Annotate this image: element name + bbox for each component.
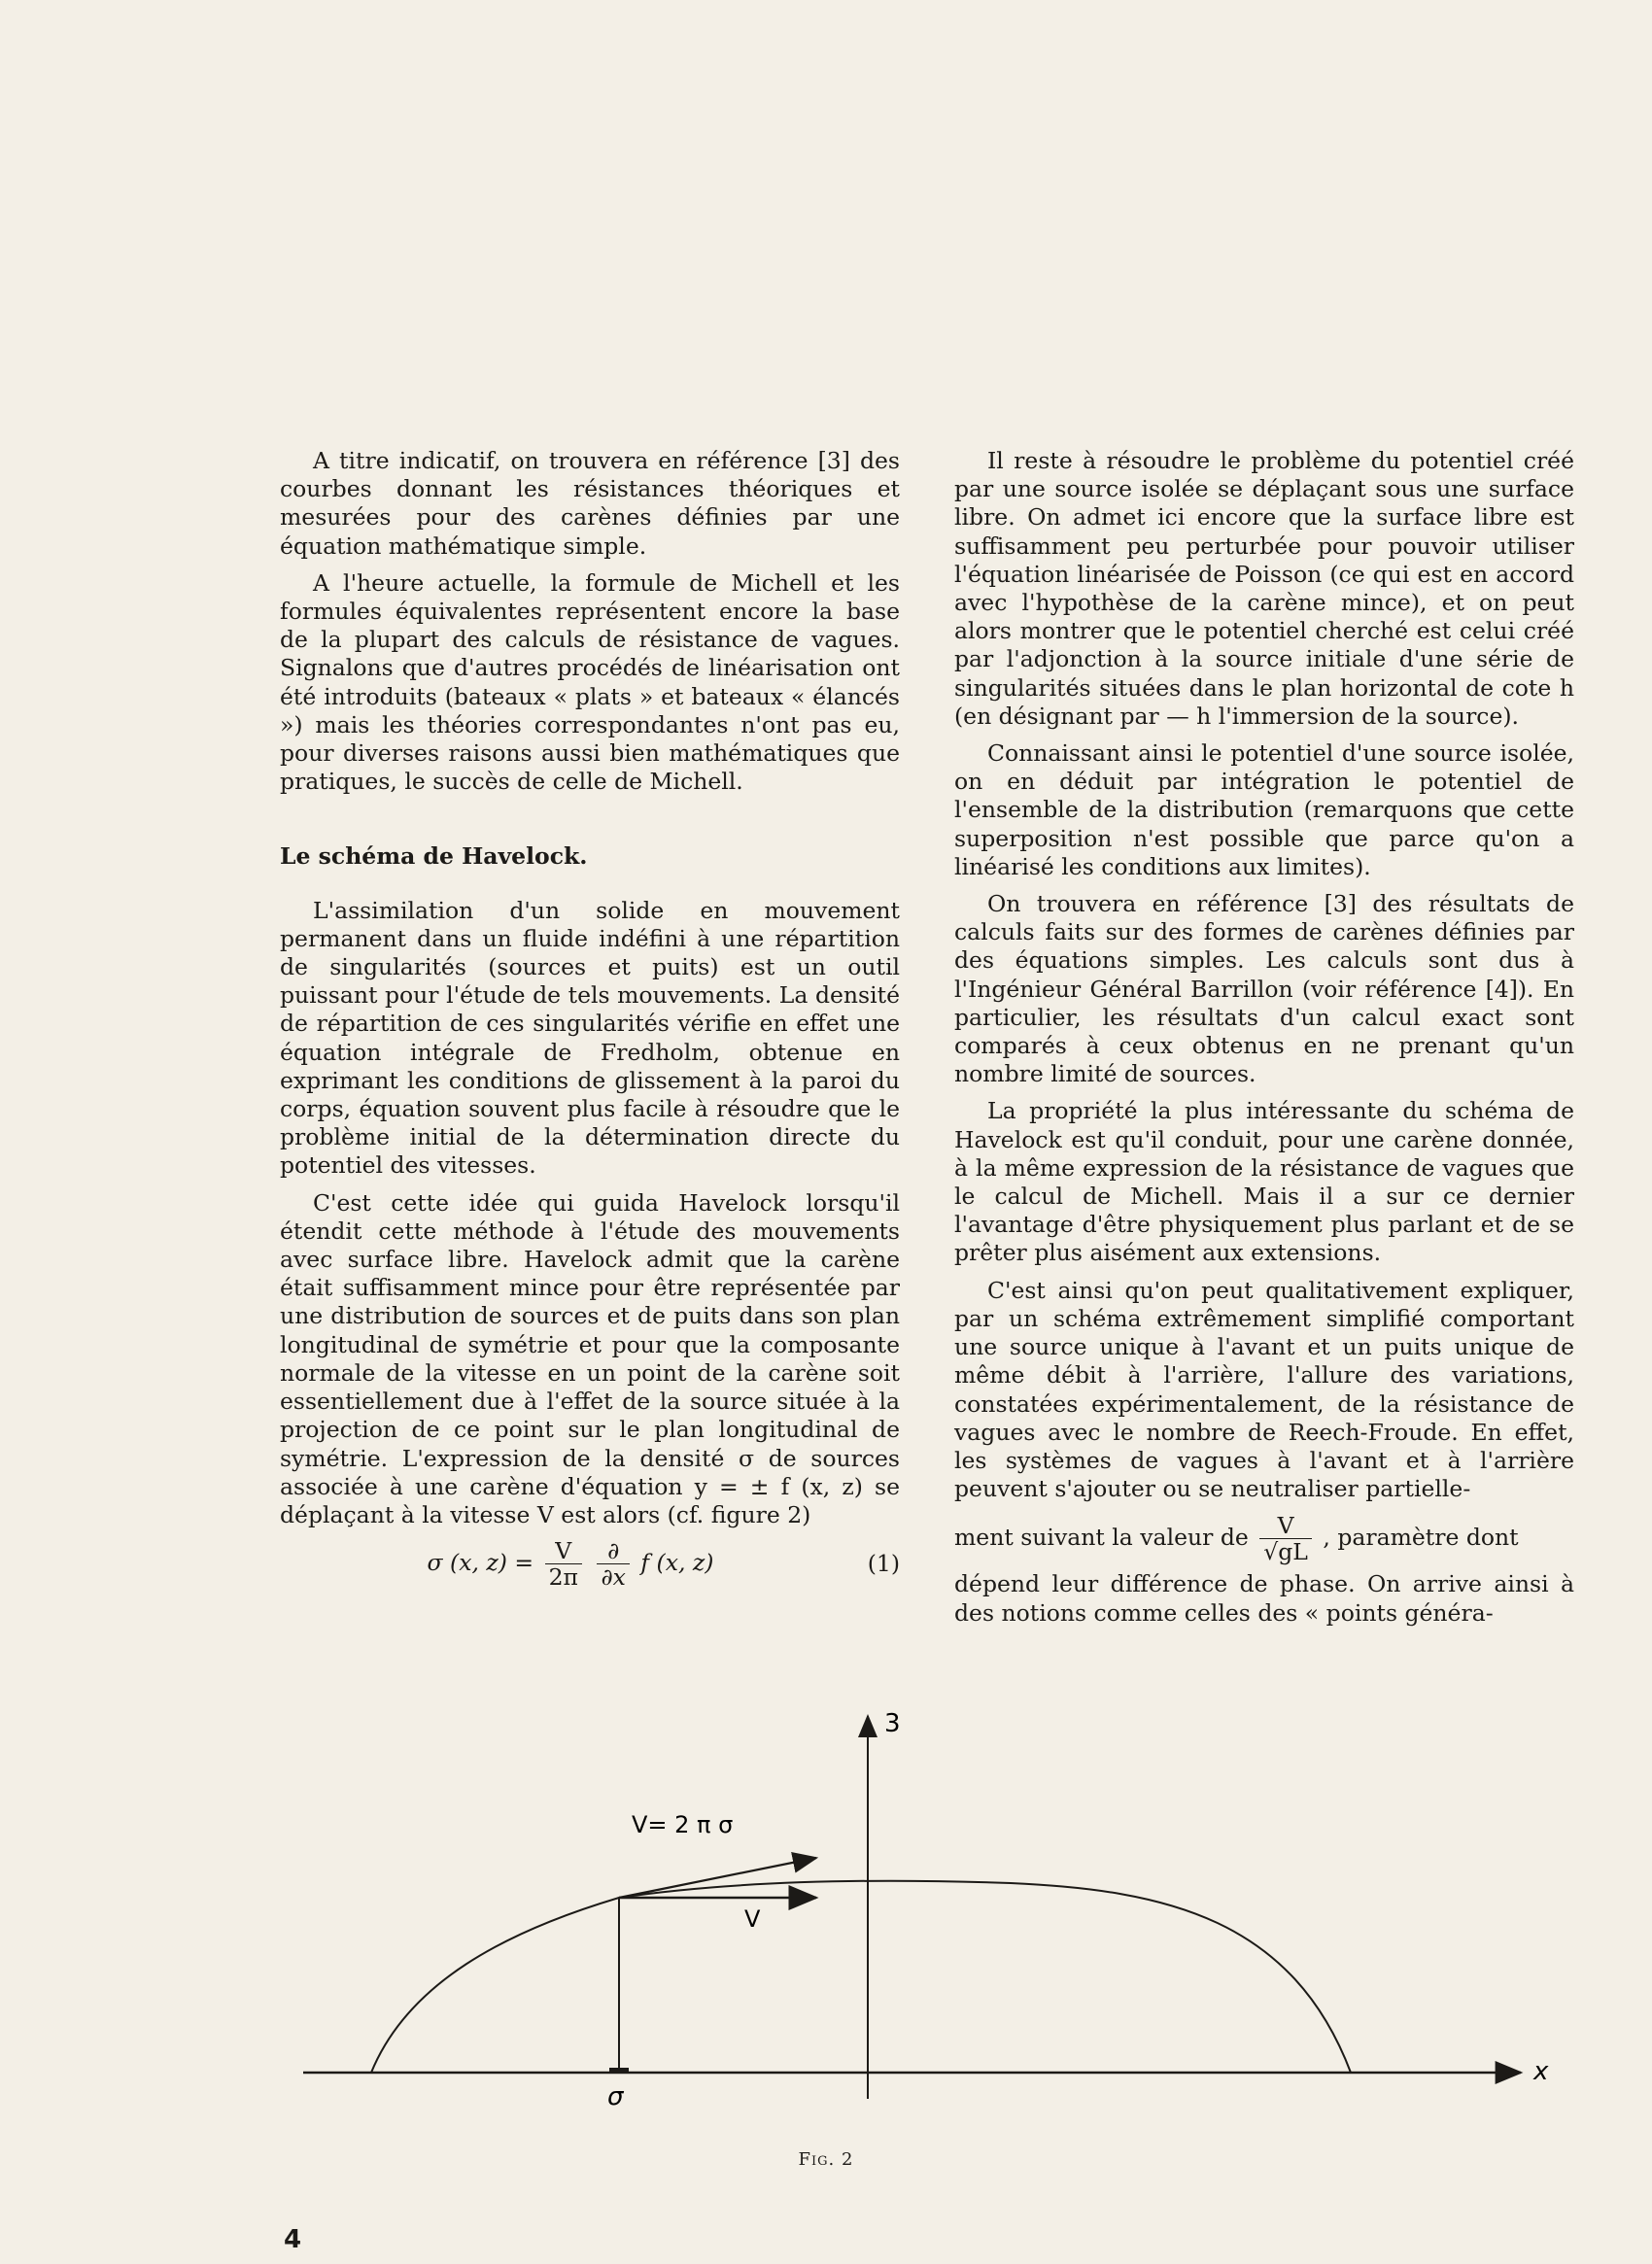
- hull-profile: [371, 1881, 1351, 2073]
- left-paragraph-4: C'est cette idée qui guida Havelock lorsqu'il étendit cette méthode à l'étude des mouvements avec surface libre. Havelock admit que la carène était suffisamment mince pour être représentée par une distribution de sources et de puits dans son plan longitudinal de symétrie et pour que la composante normale de la vitesse en un point de la carène soit essentiellement due à l'effet de la source située à la projection de ce point sur le plan longitudinal de symétrie. L'expression de la densité σ de sources associée à une carène d'équation y = ± f (x, z) se déplaçant à la vitesse V est alors (cf. figure 2): [280, 1188, 900, 1528]
- froude-fraction: [1259, 1513, 1312, 1564]
- left-paragraph-3: L'assimilation d'un solide en mouvement permanent dans un fluide indéfini à une répartition de singularités (sources et puits) est un outil puissant pour l'étude de tels mouvements. La densité de répartition de ces singularités vérifie en effet une équation intégrale de Fredholm, obtenue en exprimant les conditions de glissement à la paroi du corps, équation souvent plus facile à résoudre que le problème initial de la détermination directe du potentiel des vitesses.: [280, 896, 900, 1180]
- froude-line: [954, 1513, 1574, 1564]
- equation-frac2-num: ∂: [597, 1538, 629, 1564]
- right-paragraph-5: C'est ainsi qu'on peut qualitativement expliquer, par un schéma extrêmement simplifié comportant une source unique à l'avant et un puits unique de même débit à l'arrière, l'allure des variations, constatées expérimentalement, de la résistance de vagues avec le nombre de Reech-Froude. En effet, les systèmes de vagues à l'avant et à l'arrière peuvent s'ajouter ou se neutraliser partielle-: [954, 1276, 1574, 1503]
- equation-lhs: σ (x, z) =: [427, 1549, 541, 1577]
- froude-frac-den: √gL: [1263, 1538, 1308, 1566]
- z-axis-label: 3: [884, 1709, 901, 1738]
- equation-frac2-den: ∂x: [601, 1563, 626, 1592]
- left-paragraph-1: A titre indicatif, on trouvera en référence [3] des courbes donnant les résistances théoriques et mesurées pour des carènes définies par une équation mathématique simple.: [280, 447, 900, 560]
- left-paragraph-2: A l'heure actuelle, la formule de Michell et les formules équivalentes représentent encore la base de la plupart des calculs de résistance de vagues. Signalons que d'autres procédés de linéarisation ont été introduits (bateaux « plats » et bateaux « élancés ») mais les théories correspondantes n'ont pas eu, pour diverses raisons aussi bien mathématiques que pratiques, le succès de celle de Michell.: [280, 568, 900, 796]
- equation-fraction-partial: [597, 1538, 629, 1590]
- equation-1: [280, 1538, 900, 1590]
- froude-frac-num: V: [1259, 1513, 1312, 1539]
- right-column: [954, 447, 1574, 1636]
- equation-number: (1): [867, 1550, 900, 1577]
- right-paragraph-3: On trouvera en référence [3] des résultats de calculs faits sur des formes de carènes définies par des équations simples. Les calculs sont dus à l'Ingénieur Général Barrillon (voir référence [4]). En particulier, les résultats d'un calcul exact sont comparés à ceux obtenus en ne prenant qu'un nombre limité de sources.: [954, 890, 1574, 1088]
- froude-line-before: ment suivant la valeur de: [954, 1524, 1256, 1552]
- page-number: 4: [284, 2225, 302, 2254]
- right-paragraph-1: Il reste à résoudre le problème du potentiel créé par une source isolée se déplaçant sous une surface libre. On admet ici encore que la surface libre est suffisamment peu perturbée pour pouvoir utiliser l'équation linéarisée de Poisson (ce qui est en accord avec l'hypothèse de la carène mince), et on peut alors montrer que le potentiel cherché est celui créé par l'adjonction à la source initiale d'une série de singularités situées dans le plan horizontal de cote h (en désignant par — h l'immersion de la source).: [954, 447, 1574, 730]
- section-heading: Le schéma de Havelock.: [280, 842, 588, 871]
- figure-caption: Fig. 2: [798, 2149, 854, 2170]
- sigma-label: σ: [607, 2082, 624, 2109]
- velocity-label: V= 2 π σ: [632, 1811, 734, 1838]
- v-label: V: [744, 1905, 761, 1933]
- equation-fraction-v-2pi: [545, 1538, 582, 1590]
- right-paragraph-2: Connaissant ainsi le potentiel d'une source isolée, on en déduit par intégration le potentiel de l'ensemble de la distribution (remarquons que cette superposition n'est possible que parce qu'on a linéarisé les conditions aux limites).: [954, 739, 1574, 880]
- right-paragraph-5-tail: dépend leur différence de phase. On arrive ainsi à des notions comme celles des « points généra-: [954, 1570, 1574, 1627]
- x-axis-label: x: [1533, 2057, 1549, 2086]
- equation-rhs: f (x, z): [640, 1549, 714, 1577]
- left-column: [280, 447, 900, 1597]
- equation-frac1-den: 2π: [548, 1563, 578, 1592]
- equation-frac1-num: V: [545, 1538, 582, 1564]
- froude-line-after: , paramètre dont: [1323, 1524, 1519, 1552]
- equation-body: [280, 1538, 861, 1590]
- velocity-arrow-2pi-sigma: [619, 1858, 816, 1898]
- right-paragraph-4: La propriété la plus intéressante du schéma de Havelock est qu'il conduit, pour une carène donnée, à la même expression de la résistance de vagues que le calcul de Michell. Mais il a sur ce dernier l'avantage d'être physiquement plus parlant et de se prêter plus aisément aux extensions.: [954, 1097, 1574, 1267]
- figure-2-diagram: [0, 1691, 1652, 2109]
